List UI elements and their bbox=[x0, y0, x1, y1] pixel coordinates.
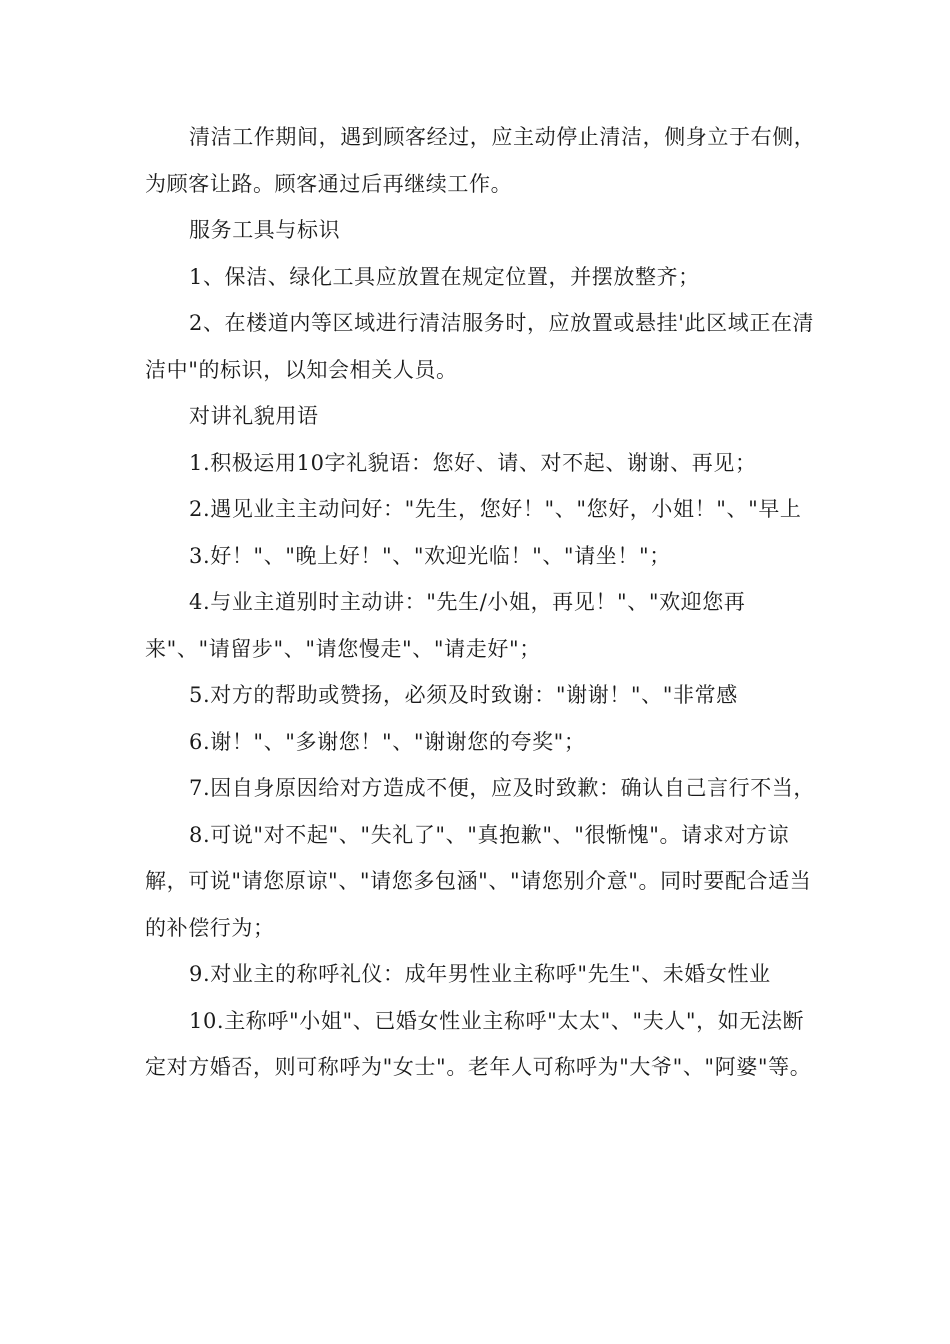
paragraph-cleaning-yield: 清洁工作期间，遇到顾客经过，应主动停止清洁，侧身立于右侧，为顾客让路。顾客通过后再继续工作。 bbox=[145, 125, 816, 196]
document-body bbox=[145, 114, 820, 1091]
list-item-5: 5.对方的帮助或赞扬，必须及时致谢："谢谢！"、"非常感 bbox=[189, 683, 738, 707]
list-item-9: 9.对业主的称呼礼仪：成年男性业主称呼"先生"、未婚女性业 bbox=[189, 962, 771, 986]
paragraph-cleaning-sign: 2、在楼道内等区域进行清洁服务时，应放置或悬挂'此区域正在清洁中"的标识，以知会相关人员。 bbox=[145, 311, 815, 382]
list-item-8: 8.可说"对不起"、"失礼了"、"真抱歉"、"很惭愧"。请求对方谅解，可说"请您原谅"、"请您多包涵"、"请您别介意"。同时要配合适当的补偿行为； bbox=[145, 822, 812, 940]
paragraph-tools-placement: 1、保洁、绿化工具应放置在规定位置，并摆放整齐； bbox=[189, 264, 700, 289]
list-item-6: 6.谢！"、"多谢您！"、"谢谢您的夸奖"； bbox=[189, 729, 586, 754]
list-item-7: 7.因自身原因给对方造成不便，应及时致歉：确认自己言行不当， bbox=[189, 776, 816, 800]
heading-service-tools: 服务工具与标识 bbox=[189, 218, 341, 242]
list-item-2: 2.遇见业主主动问好："先生，您好！"、"您好，小姐！"、"早上 bbox=[189, 497, 802, 521]
list-item-4: 4.与业主道别时主动讲："先生/小姐，再见！"、"欢迎您再来"、"请留步"、"请您慢走"、"请走好"； bbox=[145, 590, 746, 661]
heading-polite-language: 对讲礼貌用语 bbox=[189, 404, 319, 428]
list-item-3: 3.好！"、"晚上好！"、"欢迎光临！"、"请坐！"； bbox=[189, 543, 671, 568]
list-item-1: 1.积极运用10字礼貌语：您好、请、对不起、谢谢、再见； bbox=[189, 450, 757, 475]
list-item-10: 10.主称呼"小姐"、已婚女性业主称呼"太太"、"夫人"，如无法断定对方婚否，则可称呼为"女士"。老年人可称呼为"大爷"、"阿婆"等。 bbox=[145, 1008, 812, 1079]
